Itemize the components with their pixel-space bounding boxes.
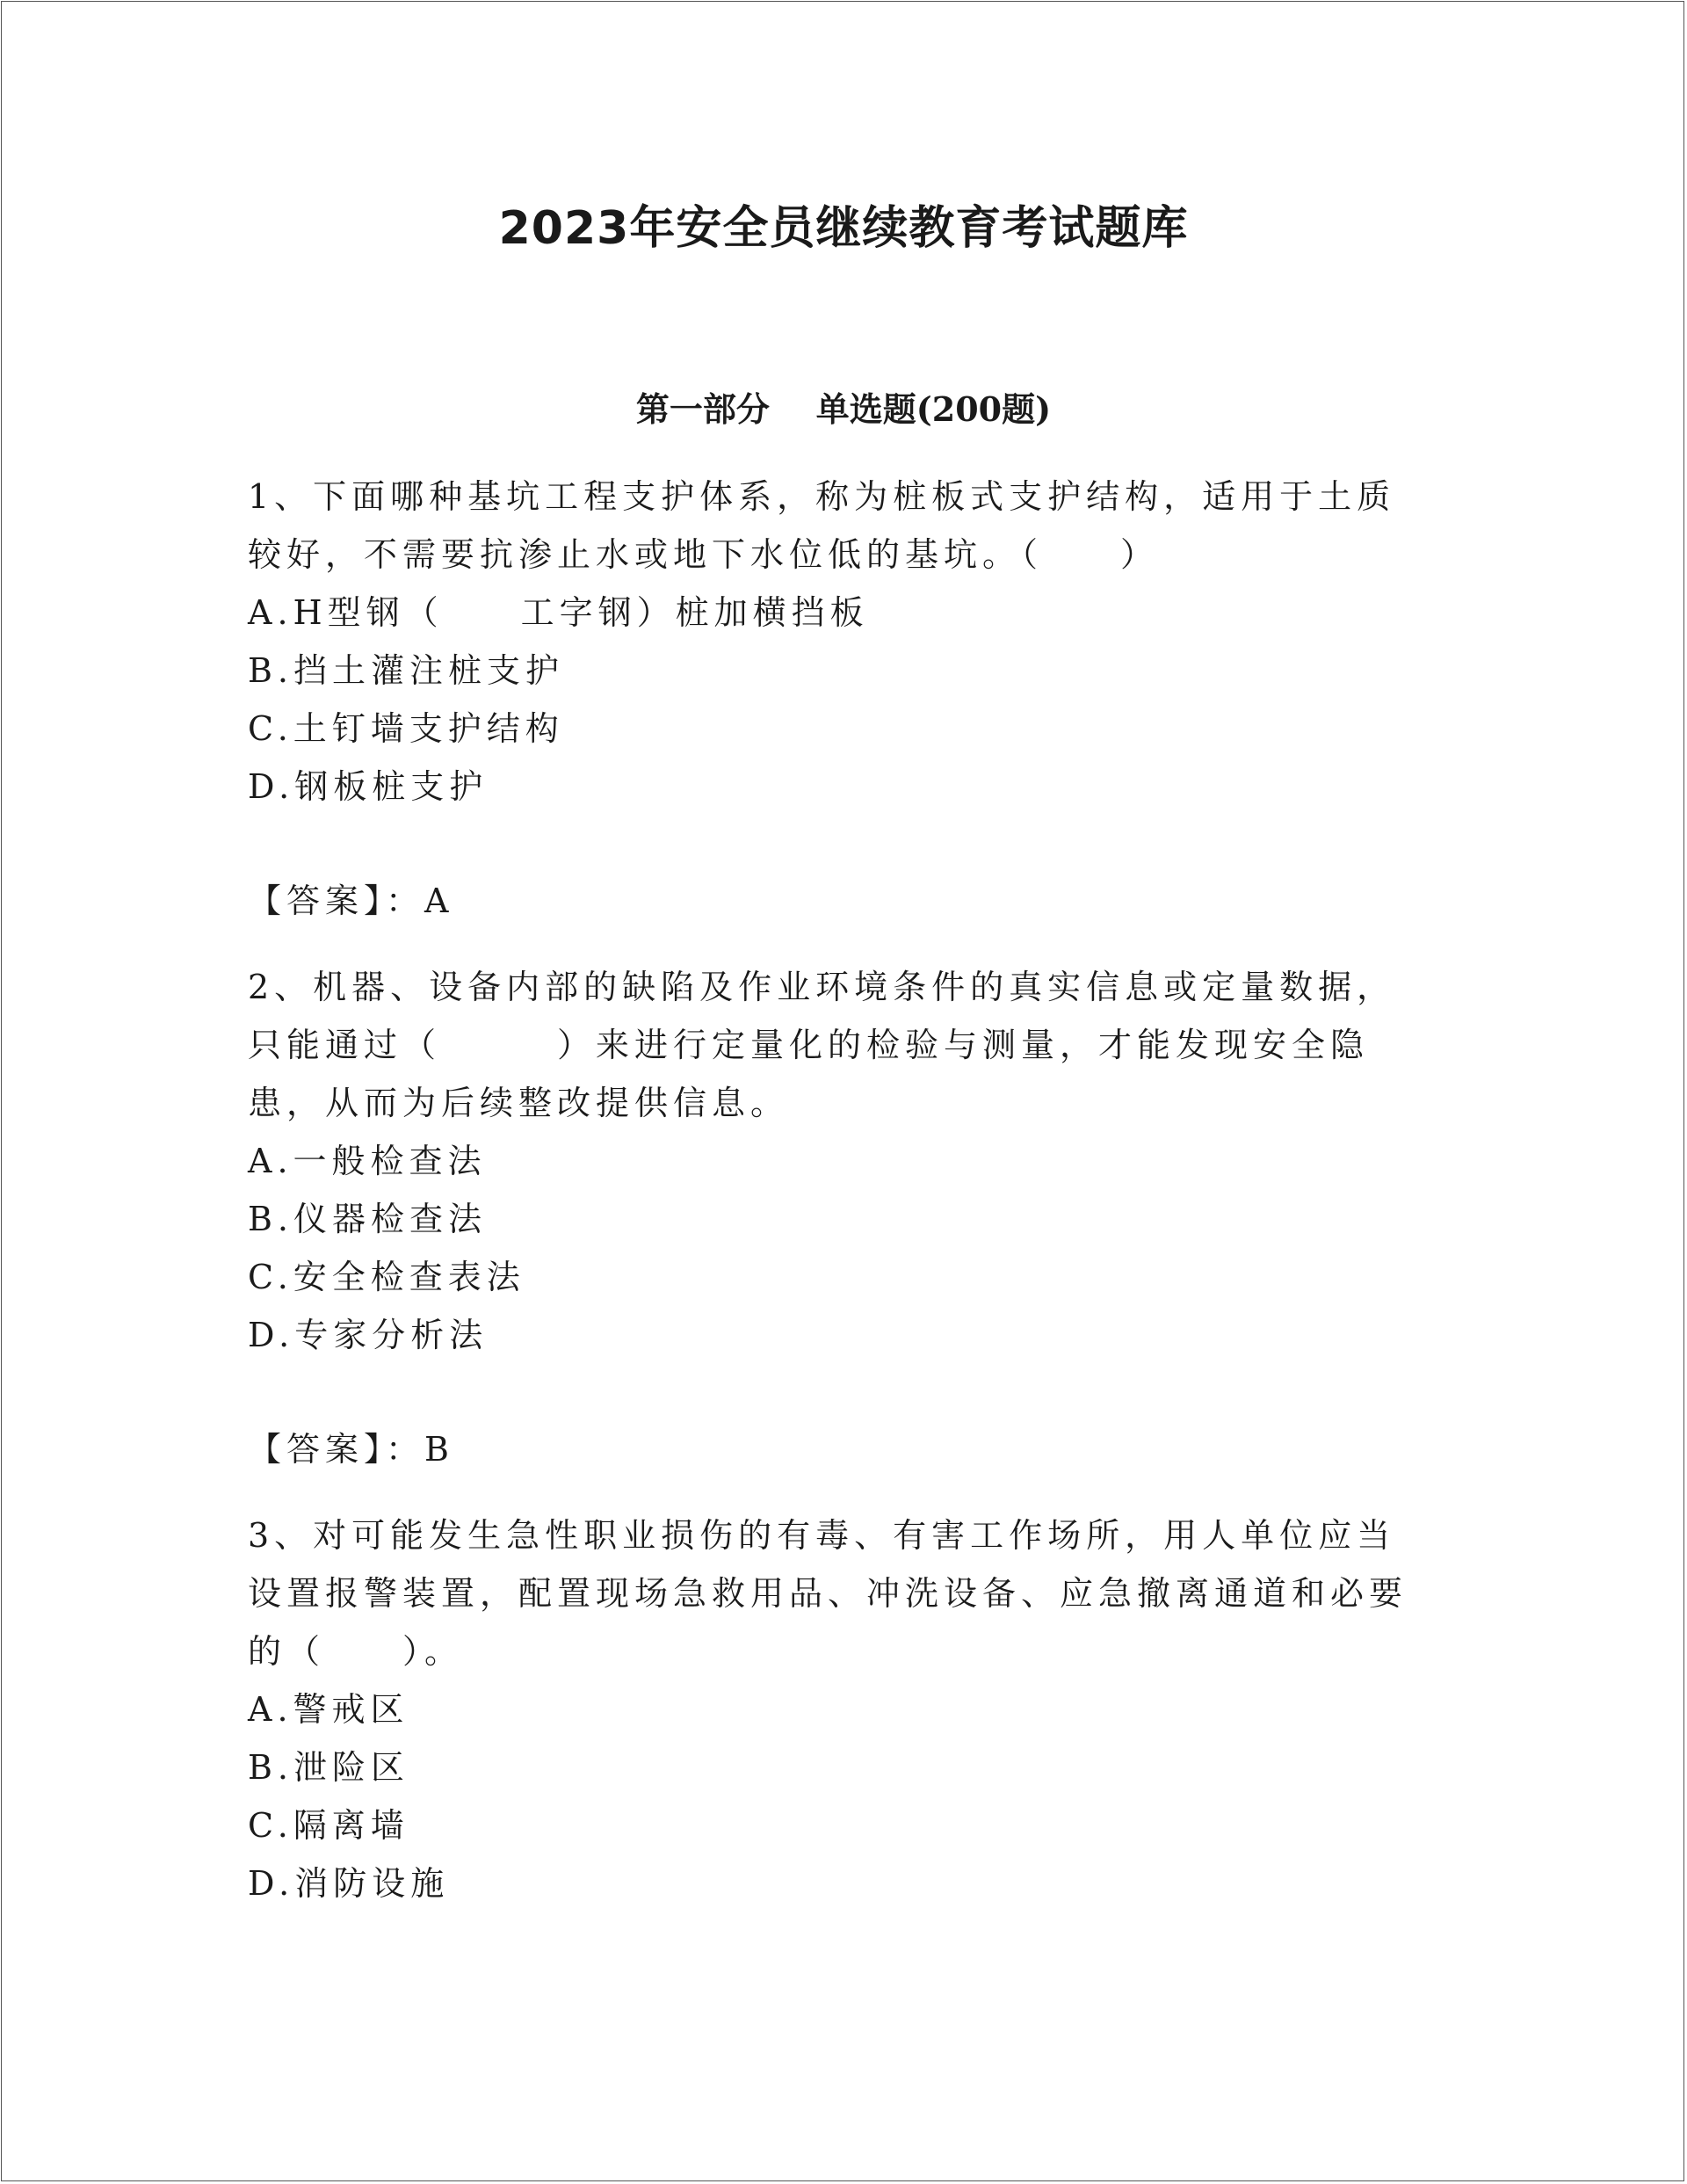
option-a: A.H型钢（ 工字钢）桩加横挡板: [248, 593, 869, 632]
document-title: 2023年安全员继续教育考试题库: [498, 202, 1189, 255]
option-b: B.仪器检查法: [248, 1200, 488, 1238]
question-stem: 2、机器、设备内部的缺陷及作业环境条件的真实信息或定量数据，只能通过（ ）来进行定量化的检验与测量，才能发现安全隐患，从而为后续整改提供信息。: [248, 968, 1396, 1122]
option-a: A.一般检查法: [248, 1142, 487, 1180]
option-c: C.安全检查表法: [248, 1258, 525, 1296]
question-stem: 1、下面哪种基坑工程支护体系，称为桩板式支护结构，适用于土质较好，不需要抗渗止水或地下水位低的基坑。（ ）: [248, 477, 1396, 574]
option-b: B.挡土灌注桩支护: [248, 651, 565, 690]
question-3: [248, 1506, 1425, 1912]
answer-line: 【答案】：A: [248, 882, 454, 920]
option-d: D.钢板桩支护: [248, 767, 489, 806]
option-a: A.警戒区: [248, 1690, 409, 1729]
section-title: 第一部分 单选题(200题): [635, 389, 1052, 429]
question-2: [248, 958, 1425, 1478]
option-b: B.泄险区: [248, 1748, 410, 1787]
answer-line: 【答案】：B: [248, 1430, 454, 1469]
question-stem: 3、对可能发生急性职业损伤的有毒、有害工作场所，用人单位应当设置报警装置，配置现场急救用品、冲洗设备、应急撤离通道和必要的（ ）。: [248, 1516, 1408, 1671]
option-d: D.消防设施: [248, 1864, 450, 1903]
option-c: C.土钉墙支护结构: [248, 709, 564, 748]
question-1: [248, 468, 1425, 930]
option-d: D.专家分析法: [248, 1316, 489, 1354]
question-list: [248, 468, 1425, 1912]
option-c: C.隔离墙: [248, 1806, 409, 1845]
